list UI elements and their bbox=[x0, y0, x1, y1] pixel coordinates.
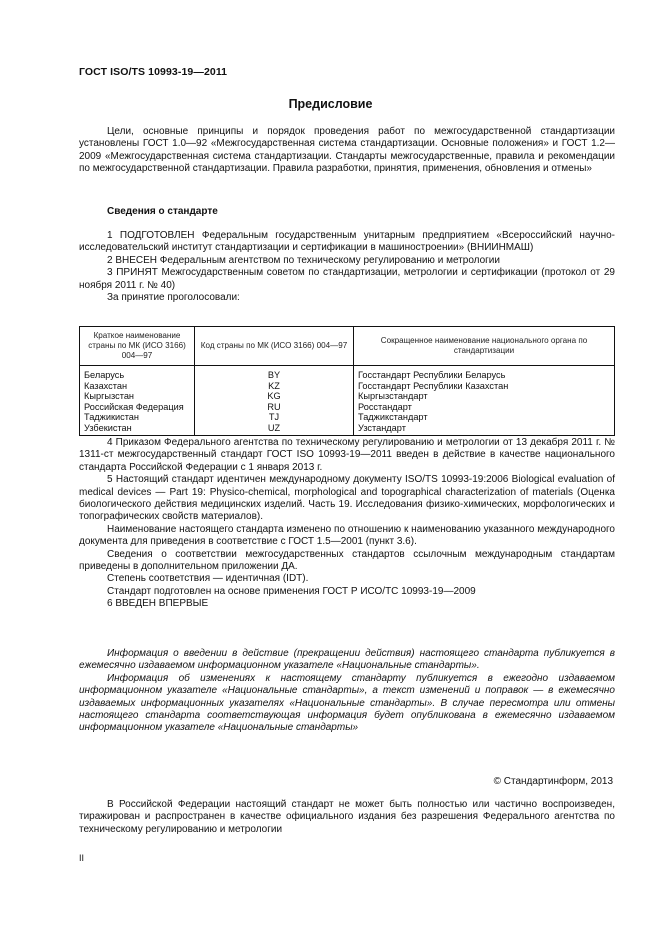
item-5-identical: 5 Настоящий стандарт идентичен международному документу ISO/TS 10993-19:2006 Biological evaluation of medical devices — Part 19: Physico-chemical, morphological and topographical characterization of materials (Оценка биологического действия медицинских изделий. Часть 19. Исследования физико-химических, морфологических и топографических свойств материалов). bbox=[79, 474, 615, 523]
country-cell: Узбекистан bbox=[80, 423, 195, 435]
voting-countries-table bbox=[79, 326, 615, 436]
body-cell: Госстандарт Республики Беларусь bbox=[354, 366, 615, 381]
item-2-introduced: 2 ВНЕСЕН Федеральным агентством по техническому регулированию и метрологии bbox=[107, 254, 500, 266]
body-cell: Росстандарт bbox=[354, 402, 615, 413]
document-code-header: ГОСТ ISO/TS 10993-19—2011 bbox=[79, 66, 228, 78]
items-before-table bbox=[79, 230, 615, 304]
country-cell: Кыргызстан bbox=[80, 391, 195, 402]
code-cell: TJ bbox=[195, 412, 354, 423]
prepared-basis-note: Стандарт подготовлен на основе применения ГОСТ Р ИСО/ТС 10993-19—2009 bbox=[107, 585, 476, 597]
item-3-adopted: 3 ПРИНЯТ Межгосударственным советом по стандартизации, метрологии и сертификации (протокол от 29 ноября 2011 г. № 40) bbox=[79, 267, 615, 291]
country-cell: Российская Федерация bbox=[80, 402, 195, 413]
table-row bbox=[80, 423, 615, 435]
column-header-country: Краткое наименование страны по МК (ИСО 3166) 004—97 bbox=[80, 327, 195, 366]
column-header-code: Код страны по МК (ИСО 3166) 004—97 bbox=[195, 327, 354, 366]
body-cell: Госстандарт Республики Казахстан bbox=[354, 381, 615, 392]
code-cell: BY bbox=[195, 366, 354, 381]
item-4-order: 4 Приказом Федерального агентства по техническому регулированию и метрологии от 13 декабря 2011 г. № 1311-ст межгосударственный стандарт ГОСТ ISO 10993-19—2011 введен в действие в качестве национального стандарта Российской Федерации с 1 января 2013 г. bbox=[79, 437, 615, 473]
section-heading: Сведения о стандарте bbox=[107, 206, 218, 217]
voted-label: За принятие проголосовали: bbox=[107, 292, 240, 304]
items-after-table bbox=[79, 437, 615, 611]
country-cell: Казахстан bbox=[80, 381, 195, 392]
code-cell: KZ bbox=[195, 381, 354, 392]
degree-of-compliance: Степень соответствия — идентичная (IDT). bbox=[107, 573, 309, 585]
info-changes-paragraph: Информация об изменениях к настоящему стандарту публикуется в ежегодно издаваемом информационном указателе «Национальные стандарты», а текст изменений и поправок — в ежемесячно издаваемых информационных указателях «Национальные стандарты». В случае пересмотра или отмены настоящего стандарта соответствующая информация будет опубликована в ежемесячно издаваемом информационном указателе «Национальные стандарты» bbox=[79, 672, 615, 734]
publication-info-block bbox=[79, 648, 615, 735]
code-cell: RU bbox=[195, 402, 354, 413]
country-cell: Таджикистан bbox=[80, 412, 195, 423]
reproduction-notice bbox=[79, 799, 615, 836]
body-cell: Таджикстандарт bbox=[354, 412, 615, 423]
page-number: II bbox=[79, 853, 85, 863]
reproduction-notice-text: В Российской Федерации настоящий стандарт не может быть полностью или частично воспроизведен, тиражирован и распространен в качестве официального издания без разрешения Федерального агентства по техническому регулированию и метрологии bbox=[79, 799, 615, 835]
body-cell: Кыргызстандарт bbox=[354, 391, 615, 402]
table-row bbox=[80, 381, 615, 392]
page-title: Предисловие bbox=[288, 97, 373, 111]
code-cell: KG bbox=[195, 391, 354, 402]
country-cell: Беларусь bbox=[80, 366, 195, 381]
item-6-first-introduced: 6 ВВЕДЕН ВПЕРВЫЕ bbox=[107, 598, 209, 610]
column-header-body: Сокращенное наименование национального органа по стандартизации bbox=[354, 327, 615, 366]
table-row bbox=[80, 412, 615, 423]
compliance-note: Сведения о соответствии межгосударственных стандартов ссылочным международным стандартам приведены в дополнительном приложении ДА. bbox=[79, 548, 615, 573]
table-header-row bbox=[80, 327, 615, 366]
name-change-note: Наименование настоящего стандарта изменено по отношению к наименованию указанного международного документа для приведения в соответствие с ГОСТ 1.5—2001 (пункт 3.6). bbox=[79, 523, 615, 548]
code-cell: UZ bbox=[195, 423, 354, 435]
copyright-line: © Стандартинформ, 2013 bbox=[493, 776, 613, 787]
table-row bbox=[80, 402, 615, 413]
intro-paragraph: Цели, основные принципы и порядок проведения работ по межгосударственной стандартизации установлены ГОСТ 1.0—92 «Межгосударственная система стандартизации. Основные положения» и ГОСТ 1.2—2009 «Межгосударственная система стандартизации. Стандарты межгосударственные, правила и рекомендации по межгосударственной стандартизации. Правила разработки, принятия, применения, обновления и отмены» bbox=[79, 126, 615, 175]
item-1-prepared: 1 ПОДГОТОВЛЕН Федеральным государственным унитарным предприятием «Всероссийский научно-исследовательский институт стандартизации и сертификации в машиностроении» (ВНИИНМАШ) bbox=[79, 230, 615, 254]
info-introduction-paragraph: Информация о введении в действие (прекращении действия) настоящего стандарта публикуется в ежемесячно издаваемом информационном указателе «Национальные стандарты». bbox=[79, 648, 615, 672]
table-row bbox=[80, 391, 615, 402]
body-cell: Узстандарт bbox=[354, 423, 615, 435]
intro-block bbox=[79, 126, 615, 176]
table-row bbox=[80, 366, 615, 381]
